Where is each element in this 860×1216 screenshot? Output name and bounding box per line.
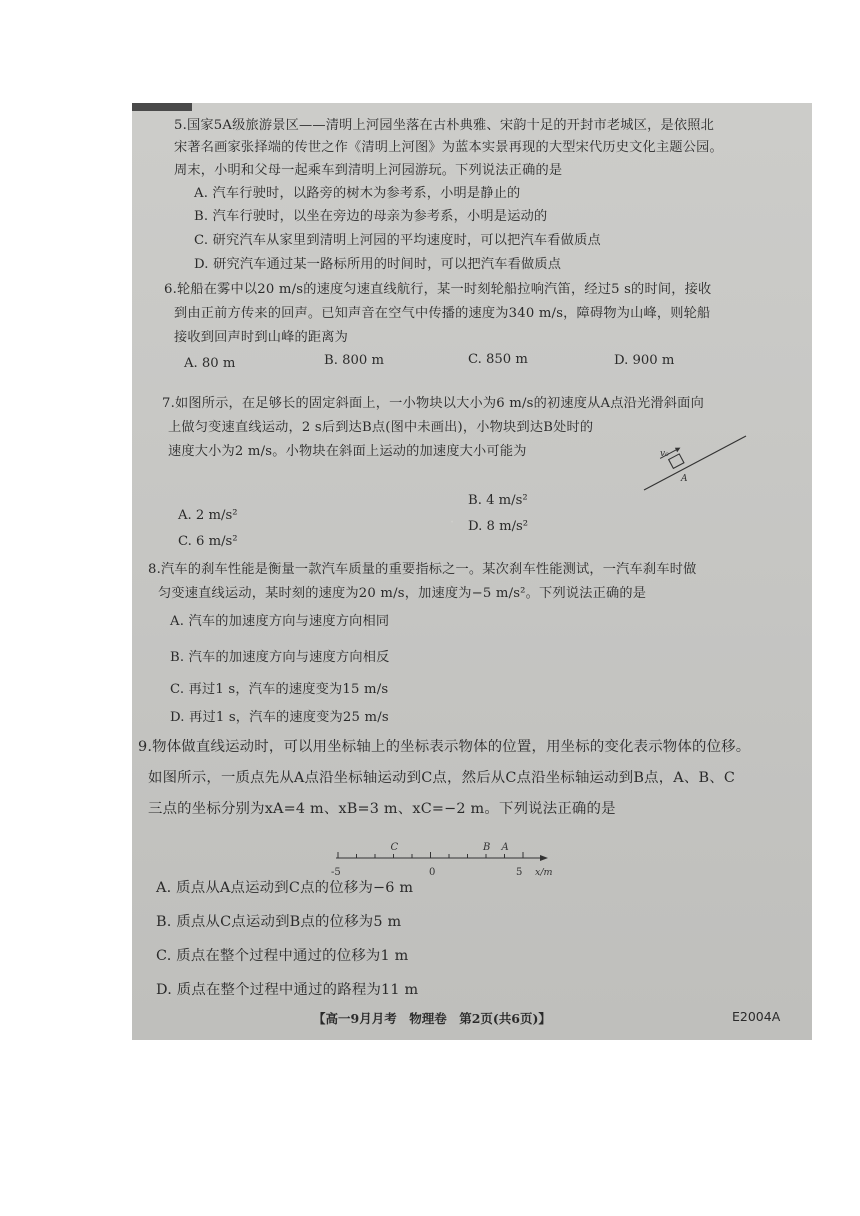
q5-stem-line-1: 5.国家5A级旅游景区——清明上河园坐落在古朴典雅、宋韵十足的开封市老城区，是依照北 (174, 118, 715, 133)
velocity-label: v₀ (660, 449, 669, 459)
q6-stem-line-1: 6.轮船在雾中以20 m/s的速度匀速直线航行，某一时刻轮船拉响汽笛，经过5 s的时间，接收 (164, 282, 712, 297)
point-c-label: C (390, 842, 399, 853)
incline-line (644, 436, 746, 490)
q6-stem-line-2: 到由正前方传来的回声。已知声音在空气中传播的速度为340 m/s，障碍物为山峰，则轮船 (174, 306, 711, 321)
q5-option-d: D. 研究汽车通过某一路标所用的时间时，可以把汽车看做质点 (194, 257, 562, 272)
q7-option-d: D. 8 m/s² (468, 519, 529, 534)
point-a-label: A (501, 842, 509, 853)
axis-unit-label: x/m (535, 867, 553, 878)
point-b-label: B (483, 842, 491, 853)
q9-stem-line-1: 9.物体做直线运动时，可以用坐标轴上的坐标表示物体的位置，用坐标的变化表示物体的位移。 (138, 739, 751, 755)
q9-option-c: C. 质点在整个过程中通过的位移为1 m (156, 948, 409, 964)
q5-option-b: B. 汽车行驶时，以坐在旁边的母亲为参考系，小明是运动的 (194, 209, 548, 224)
q5-option-a: A. 汽车行驶时，以路旁的树木为参考系，小明是静止的 (194, 186, 521, 201)
q7-stem-line-1: 7.如图所示，在足够长的固定斜面上，一小物块以大小为6 m/s的初速度从A点沿光滑斜面向 (162, 396, 704, 411)
q9-option-a: A. 质点从A点运动到C点的位移为−6 m (156, 880, 414, 896)
show-through-text: · (450, 515, 455, 530)
q7-option-b: B. 4 m/s² (468, 493, 528, 508)
q6-option-b: B. 800 m (324, 353, 384, 368)
q9-option-d: D. 质点在整个过程中通过的路程为11 m (156, 982, 419, 998)
q5-option-c: C. 研究汽车从家里到清明上河园的平均速度时，可以把汽车看做质点 (194, 233, 601, 248)
page-edge-shadow (132, 103, 192, 111)
q7-stem-line-2: 上做匀变速直线运动，2 s后到达B点(图中未画出)，小物块到达B处时的 (168, 420, 594, 435)
exam-code: E2004A (732, 1009, 781, 1024)
axis-arrow (540, 855, 548, 861)
q8-stem-line-2: 匀变速直线运动，某时刻的速度为20 m/s，加速度为−5 m/s²。下列说法正确的是 (158, 586, 647, 601)
q8-option-b: B. 汽车的加速度方向与速度方向相反 (170, 650, 390, 665)
q9-option-b: B. 质点从C点运动到B点的位移为5 m (156, 914, 402, 930)
q9-stem-line-3: 三点的坐标分别为xA=4 m、xB=3 m、xC=−2 m。下列说法正确的是 (148, 801, 616, 817)
q6-option-a: A. 80 m (184, 356, 236, 371)
q6-option-c: C. 850 m (468, 352, 528, 367)
block (669, 454, 684, 468)
incline-figure (640, 433, 750, 495)
q8-option-c: C. 再过1 s，汽车的速度变为15 m/s (170, 682, 389, 697)
q8-stem-line-1: 8.汽车的刹车性能是衡量一款汽车质量的重要指标之一。某次刹车性能测试，一汽车刹车时做 (148, 562, 697, 577)
q8-option-d: D. 再过1 s，汽车的速度变为25 m/s (170, 710, 389, 725)
q5-stem-line-3: 周末，小明和父母一起乘车到清明上河园游玩。下列说法正确的是 (174, 163, 563, 178)
exam-page (132, 103, 812, 1040)
axis-ticks (338, 852, 523, 858)
q5-stem-line-2: 宋著名画家张择端的传世之作《清明上河图》为蓝本实景再现的大型宋代历史文化主题公园。 (174, 140, 723, 155)
q9-stem-line-2: 如图所示，一质点先从A点沿坐标轴运动到C点，然后从C点沿坐标轴运动到B点，A、B、C (148, 770, 736, 786)
page-footer: 【高一9月月考 物理卷 第2页(共6页)】 (313, 1011, 551, 1026)
q7-option-a: A. 2 m/s² (178, 508, 238, 523)
number-line-figure (328, 833, 568, 883)
tick-label-right: 5 (516, 867, 523, 878)
q6-option-d: D. 900 m (614, 353, 675, 368)
tick-label-zero: 0 (429, 867, 436, 878)
q6-stem-line-3: 接收到回声时到山峰的距离为 (174, 330, 349, 345)
q7-stem-line-3: 速度大小为2 m/s。小物块在斜面上运动的加速度大小可能为 (168, 444, 527, 459)
tick-label-left: -5 (331, 867, 341, 878)
point-a-label: A (681, 474, 688, 484)
q7-option-c: C. 6 m/s² (178, 534, 238, 549)
q8-option-a: A. 汽车的加速度方向与速度方向相同 (170, 614, 390, 629)
